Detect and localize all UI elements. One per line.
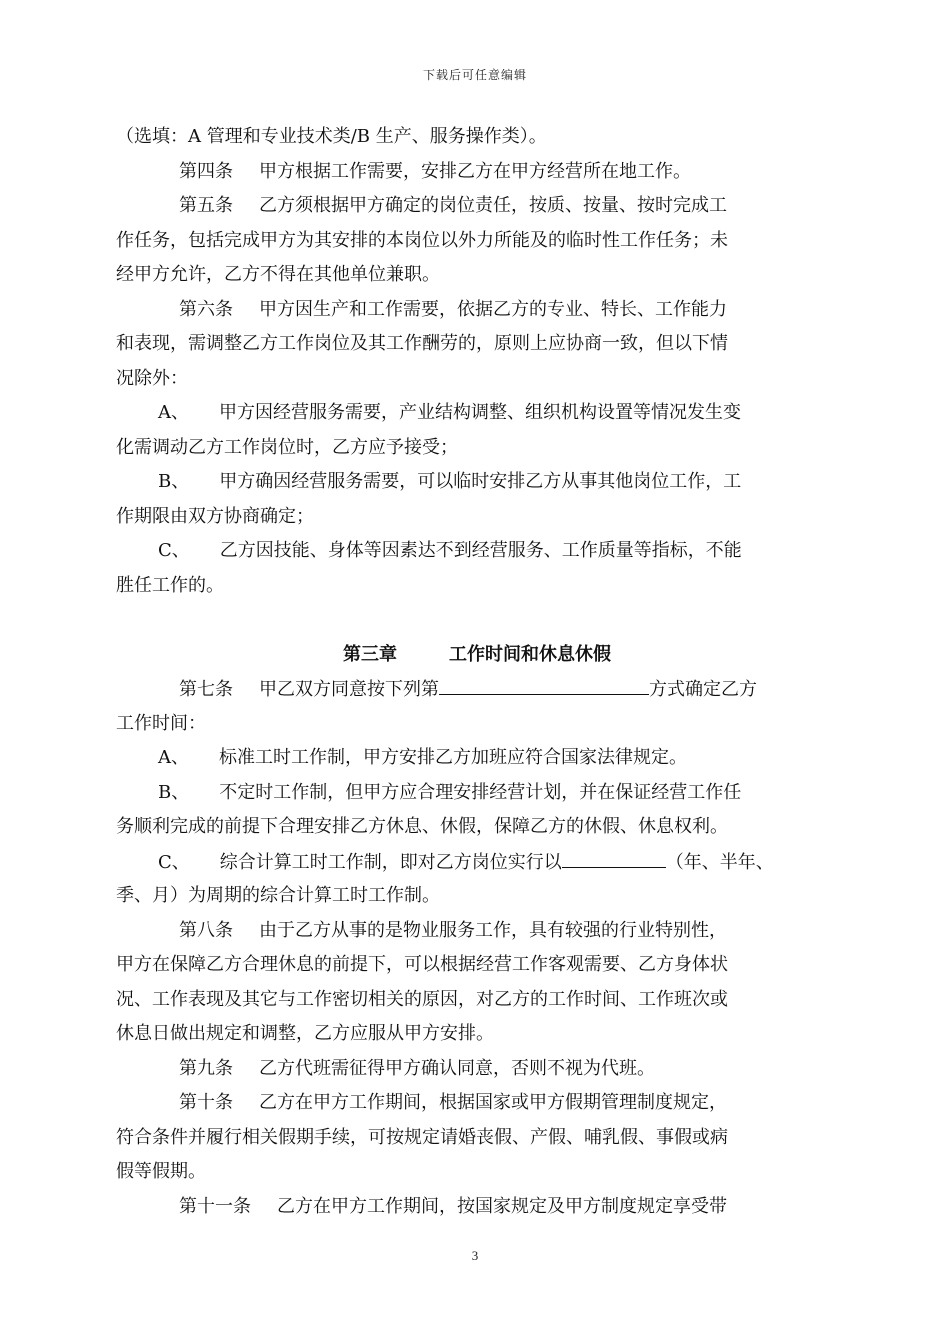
article-10 (116, 1086, 838, 1121)
article-7-item-c-line: 季、月）为周期的综合计算工时工作制。 (116, 885, 440, 906)
page-number: 3 (471, 1248, 479, 1263)
article-number: 第四条 (179, 160, 233, 182)
article-10-line: 符合条件并履行相关假期手续，可按规定请婚丧假、产假、哺乳假、事假或病 (116, 1126, 728, 1148)
item-text: 综合计算工时工作制，即对乙方岗位实行以 (219, 851, 562, 873)
article-6-item-a-line: 化需调动乙方工作岗位时，乙方应予接受； (116, 436, 458, 458)
paragraph-option-note: （选填：A 管理和专业技术类/B 生产、服务操作类）。 (116, 126, 547, 147)
item-text: 甲方确因经营服务需要，可以临时安排乙方从事其他岗位工作，工 (219, 471, 742, 492)
article-8 (116, 914, 838, 949)
article-6 (116, 293, 838, 328)
article-7-line: 工作时间： (116, 712, 206, 734)
article-7-item-b-line: 务顺利完成的前提下合理安排乙方休息、休假，保障乙方的休假、休息权利。 (116, 816, 728, 837)
article-number: 第十条 (179, 1092, 233, 1113)
article-7-item-b (116, 776, 838, 811)
item-label: B、 (158, 471, 190, 492)
article-text: 甲方根据工作需要，安排乙方在甲方经营所在地工作。 (259, 160, 691, 182)
article-5 (116, 189, 838, 224)
article-text: 方式确定乙方 (649, 679, 757, 700)
item-text: 标准工时工作制，甲方安排乙方加班应符合国家法律规定。 (219, 747, 687, 768)
article-5-line: 作任务，包括完成甲方为其安排的本岗位以外力所能及的临时性工作任务；未 (116, 229, 728, 251)
fill-in-blank[interactable] (562, 845, 666, 868)
article-11 (116, 1190, 838, 1225)
article-8-line: 休息日做出规定和调整，乙方应服从甲方安排。 (116, 1023, 494, 1044)
article-8-line: 况、工作表现及其它与工作密切相关的原因，对乙方的工作时间、工作班次或 (116, 988, 728, 1010)
article-number: 第十一条 (179, 1195, 251, 1217)
article-number: 第九条 (179, 1057, 233, 1079)
article-6-item-c (116, 534, 838, 569)
article-6-item-a (116, 396, 838, 431)
item-label: A、 (158, 402, 189, 423)
article-number: 第五条 (179, 195, 233, 216)
article-number: 第七条 (179, 679, 233, 700)
item-label: B、 (158, 781, 190, 803)
article-8-line: 甲方在保障乙方合理休息的前提下，可以根据经营工作客观需要、乙方身体状 (116, 954, 728, 975)
item-text: （年、半年、 (665, 851, 774, 873)
item-text: 甲方因经营服务需要，产业结构调整、组织机构设置等情况发生变 (219, 402, 741, 423)
article-10-line: 假等假期。 (116, 1161, 206, 1182)
document-body (116, 120, 838, 1224)
article-text: 甲乙双方同意按下列第 (259, 679, 439, 700)
article-7-item-c (116, 845, 838, 880)
article-number: 第六条 (179, 298, 233, 320)
article-number: 第八条 (179, 919, 233, 941)
article-6-item-b-line: 作期限由双方协商确定； (116, 505, 314, 527)
chapter-heading (116, 638, 838, 673)
fill-in-blank[interactable] (439, 672, 649, 695)
article-7 (116, 672, 838, 707)
article-text: 乙方在甲方工作期间，按国家规定及甲方制度规定享受带 (277, 1195, 727, 1217)
item-text: 乙方因技能、身体等因素达不到经营服务、工作质量等指标，不能 (219, 540, 742, 561)
article-text: 由于乙方从事的是物业服务工作，具有较强的行业特别性， (259, 919, 727, 941)
article-text: 乙方代班需征得甲方确认同意，否则不视为代班。 (259, 1057, 655, 1079)
page-header: 下载后可任意编辑 (422, 68, 527, 82)
item-label: C、 (158, 540, 190, 561)
article-text: 乙方在甲方工作期间，根据国家或甲方假期管理制度规定， (259, 1092, 727, 1113)
article-4 (116, 155, 838, 190)
spacer (116, 603, 838, 638)
article-text: 乙方须根据甲方确定的岗位责任，按质、按量、按时完成工 (259, 195, 727, 216)
item-label: C、 (158, 851, 190, 873)
article-7-item-a (116, 741, 838, 776)
article-text: 甲方因生产和工作需要，依据乙方的专业、特长、工作能力 (259, 298, 727, 320)
chapter-number: 第三章 (343, 643, 397, 665)
article-6-item-c-line: 胜任工作的。 (116, 574, 224, 596)
chapter-title: 工作时间和休息休假 (449, 643, 611, 665)
article-5-line: 经甲方允许，乙方不得在其他单位兼职。 (116, 264, 440, 285)
article-6-line: 和表现，需调整乙方工作岗位及其工作酬劳的，原则上应协商一致，但以下情 (116, 333, 728, 354)
article-6-line: 况除外： (116, 367, 188, 389)
item-text: 不定时工作制，但甲方应合理安排经营计划，并在保证经营工作任 (219, 781, 742, 803)
item-label: A、 (158, 747, 189, 768)
article-6-item-b (116, 465, 838, 500)
article-9 (116, 1052, 838, 1087)
